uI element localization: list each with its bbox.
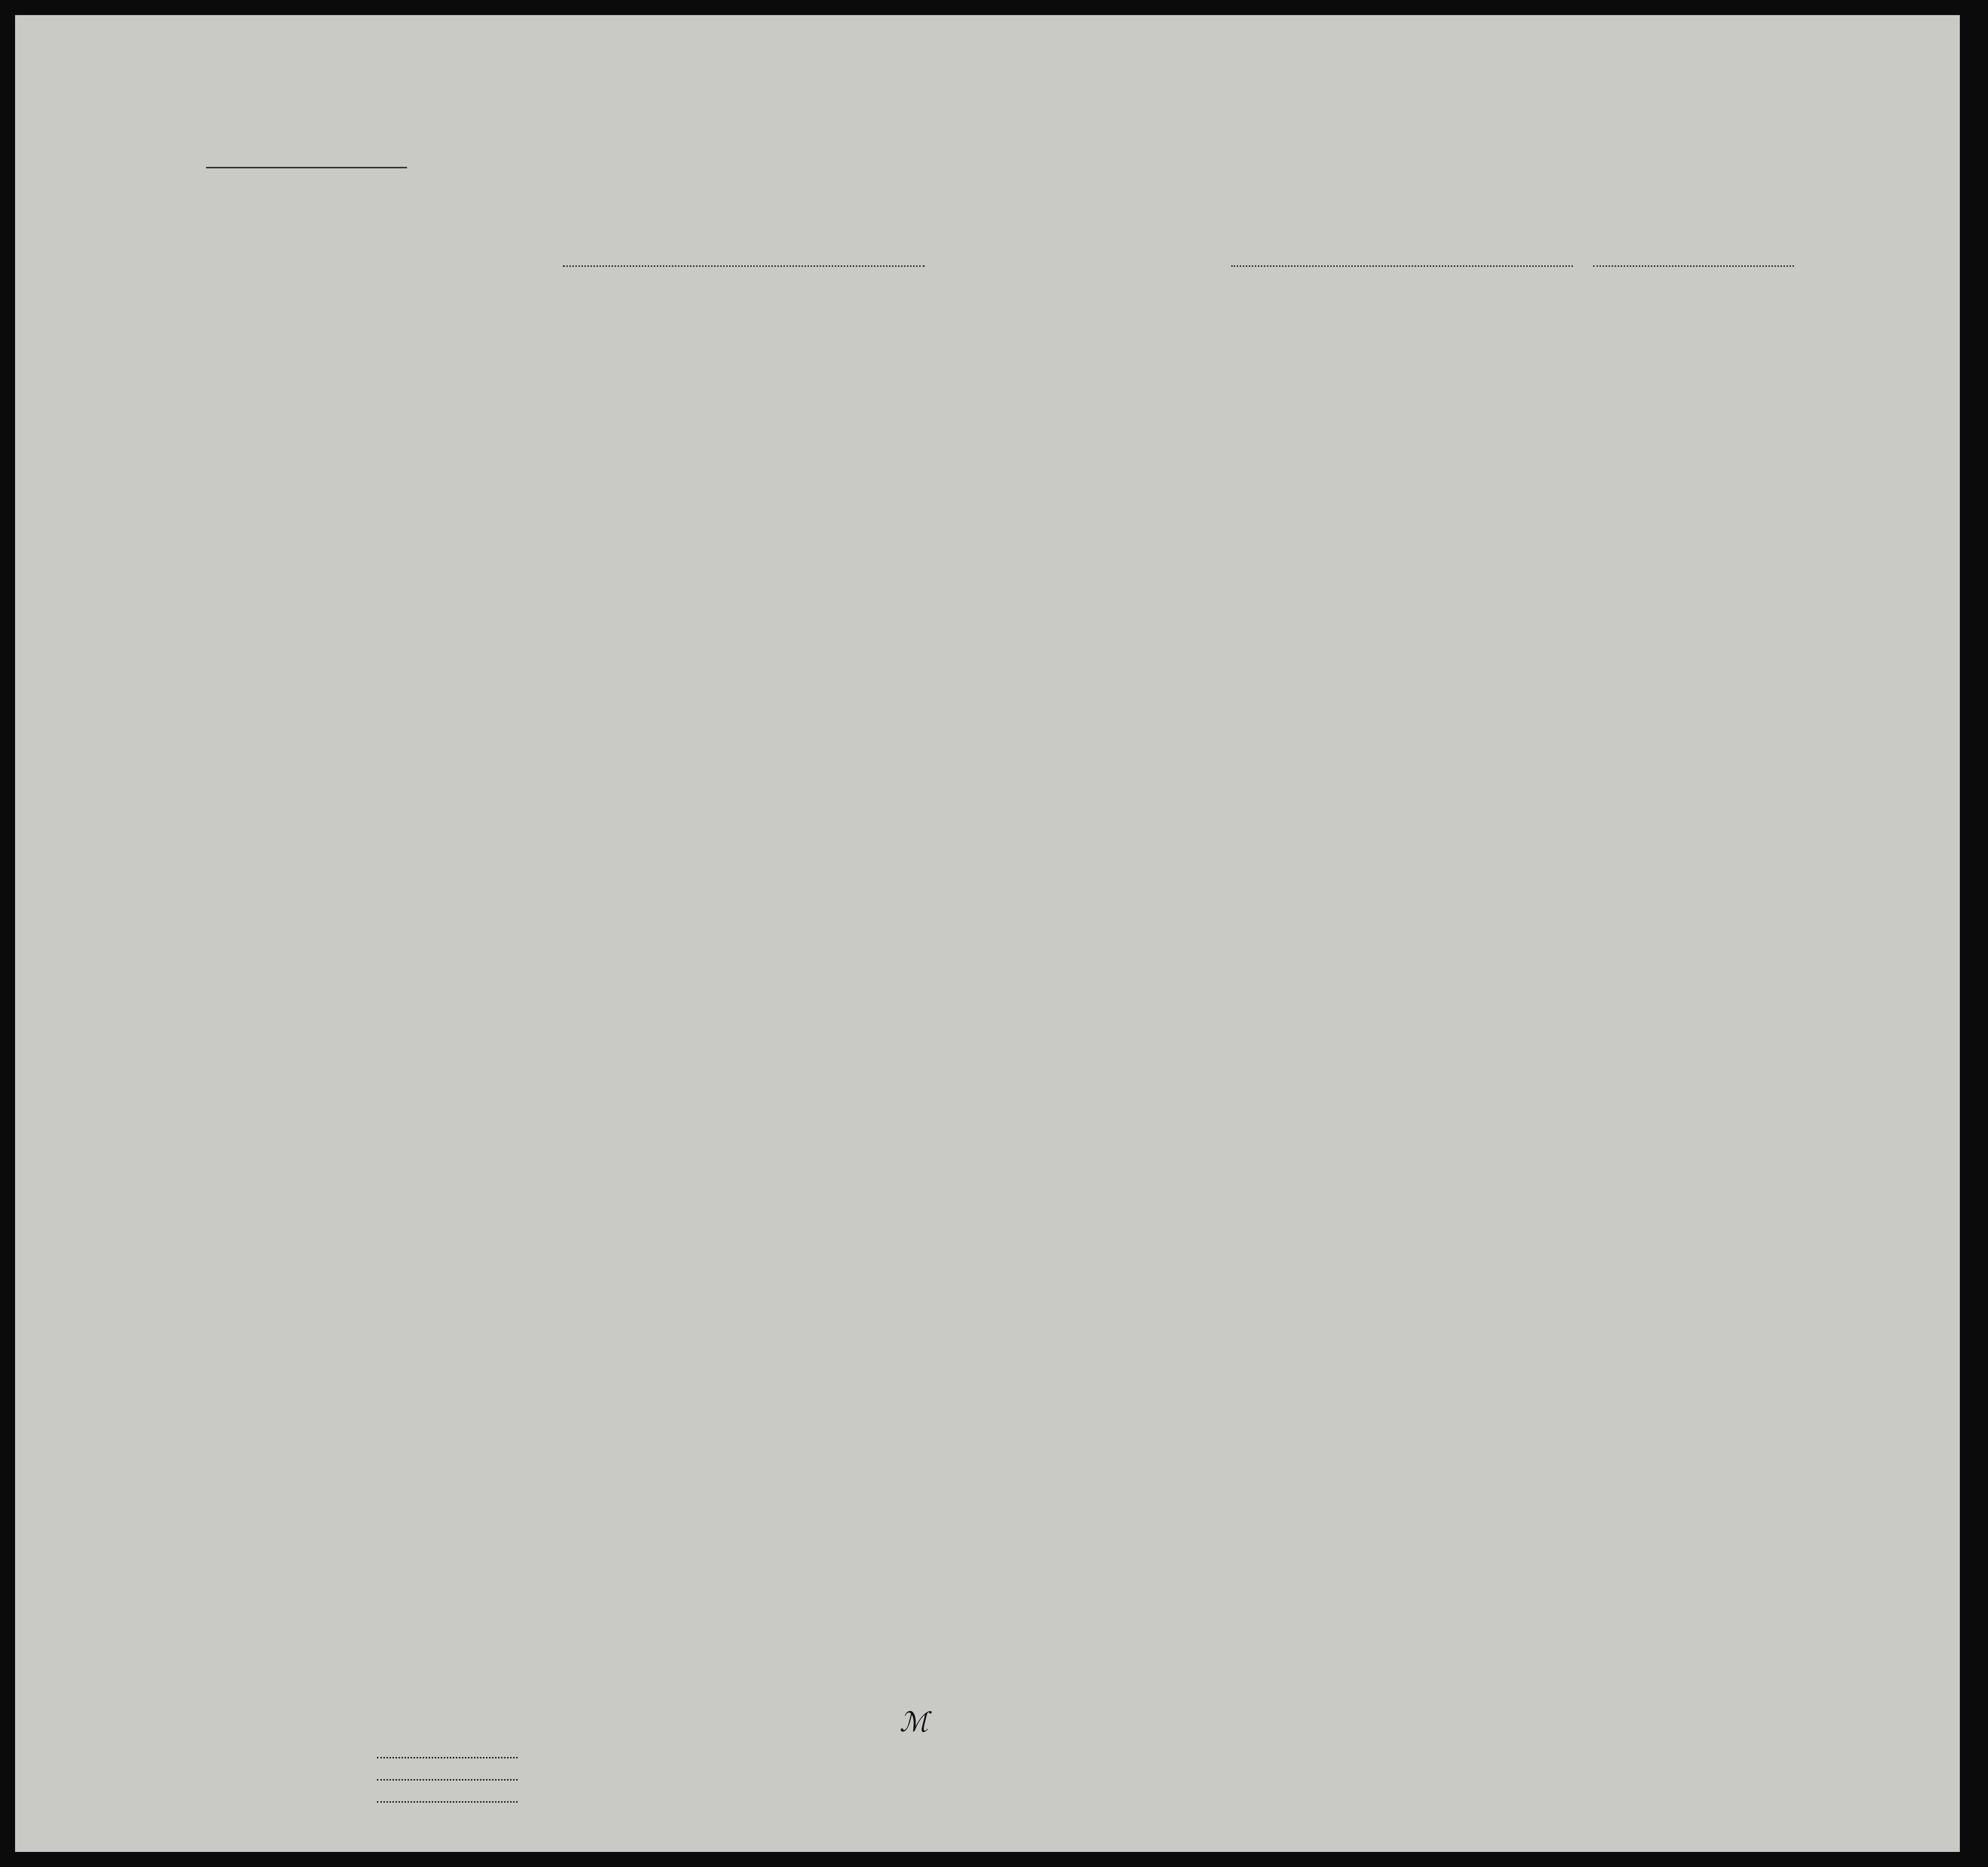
dotted-rule <box>1231 265 1573 267</box>
dotted-rule <box>563 265 925 267</box>
uscit-dotted <box>377 1779 518 1781</box>
aliens-dotted <box>377 1801 518 1803</box>
dotted-rule <box>1593 265 1794 267</box>
manifest-table <box>75 286 1960 1679</box>
table-grid-lines <box>75 286 1960 1679</box>
purser-signature: ℳ <box>900 1707 929 1737</box>
manifest-sheet <box>15 15 1960 1852</box>
total-dotted <box>377 1757 518 1758</box>
list-underline <box>206 167 407 168</box>
